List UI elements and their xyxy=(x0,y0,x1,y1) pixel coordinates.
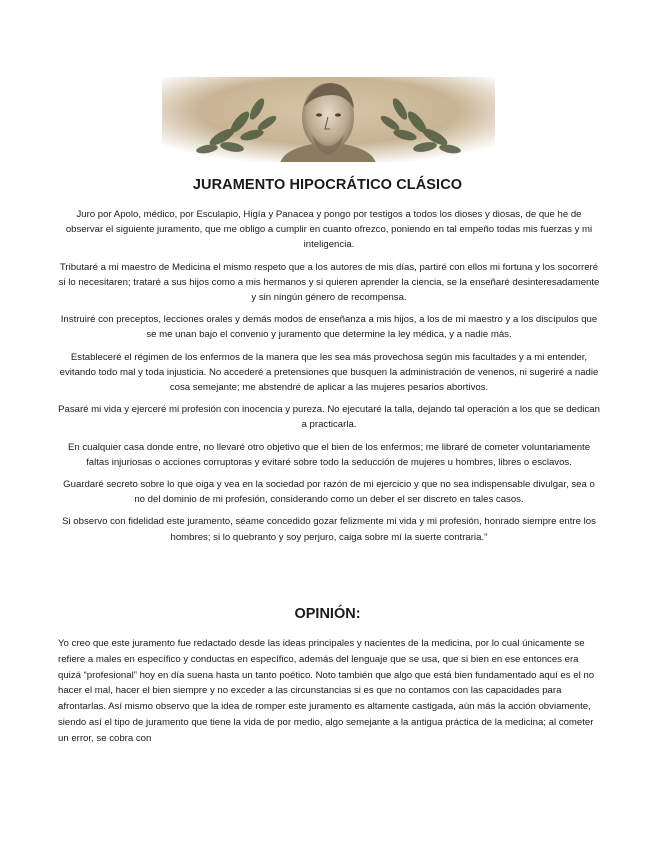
oath-paragraph: Guardaré secreto sobre lo que oiga y vea en la sociedad por razón de mi ejercicio y que no sea indispensable divulgar, sea o no del dominio de mi profesión, considerando como un deber el ser discreto en tales casos. xyxy=(63,479,595,506)
oath-paragraph: Si observo con fidelidad este juramento, séame concedido gozar felizmente mi vida y mi profesión, honrado siempre entre los hombres; si lo quebranto y soy perjuro, caiga sobre mí la suerte contraria." xyxy=(62,516,596,543)
oath-paragraph: En cualquier casa donde entre, no llevaré otro objetivo que el bien de los enfermos; me libraré de cometer voluntariamente faltas injuriosas o acciones corruptoras y evitaré sobre todo la seducción de mujeres u hombres, libres o esclavos. xyxy=(67,441,591,468)
oath-paragraph: Pasaré mi vida y ejerceré mi profesión con inocencia y pureza. No ejecutaré la talla, dejando tal operación a los que se dedican a practicarla. xyxy=(58,404,600,431)
opinion-heading: OPINIÓN: xyxy=(294,606,361,622)
oath-paragraph: Estableceré el régimen de los enfermos de la manera que les sea más provechosa según mis facultades y a mi entender, evitando todo mal y toda injusticia. No accederé a pretensiones que busquen la administración de venenos, ni sugeriré a nadie cosa semejante; me abstendré de aplicar a las mujeres pesarios abortivos. xyxy=(59,351,599,394)
oath-text-block xyxy=(58,207,600,552)
oath-paragraph: Instruiré con preceptos, lecciones orales y demás modos de enseñanza a mis hijos, a los de mi maestro y a los discípulos que se me unan bajo el convenio y juramento que determine la ley médica, y a nadie más. xyxy=(60,314,598,341)
document-title: JURAMENTO HIPOCRÁTICO CLÁSICO xyxy=(192,177,463,193)
hippocrates-banner-image xyxy=(162,77,495,162)
opinion-paragraph: Yo creo que este juramento fue redactado desde las ideas principales y nacientes de la medicina, por lo cual únicamente se refiere a males en específico y conductas en específico, además del lenguaje que se usa, que si bien en ese entonces era quizá “profesional” hoy en día suena hasta un tanto poético. Noto también que algo que está bien fundamentado aquí es el no hacer el mal, hacer el bien siempre y no exceder a las circunstancias si es que no contamos con las capacidades para afrontarlas. Así mismo observo que la idea de romper este juramento es altamente castigada, aún más la acción obviamente, siendo así el tipo de juramento que tiene la vida de por medio, algo semejante a la antigua práctica de la medicina; al cometer un error, se cobra con xyxy=(58,638,595,744)
oath-paragraph: Juro por Apolo, médico, por Esculapio, Higía y Panacea y pongo por testigos a todos los dioses y diosas, de que he de observar el siguiente juramento, que me obligo a cumplir en cuanto ofrezco, poniendo en tal empeño todas mis fuerzas y mi inteligencia. xyxy=(65,209,593,251)
oath-paragraph: Tributaré a mi maestro de Medicina el mismo respeto que a los autores de mis días, partiré con ellos mi fortuna y los socorreré si lo necesitaren; trataré a sus hijos como a mis hermanos y si quieren aprender la ciencia, se la enseñaré desinteresadamente y sin ningún género de recompensa. xyxy=(58,261,600,304)
